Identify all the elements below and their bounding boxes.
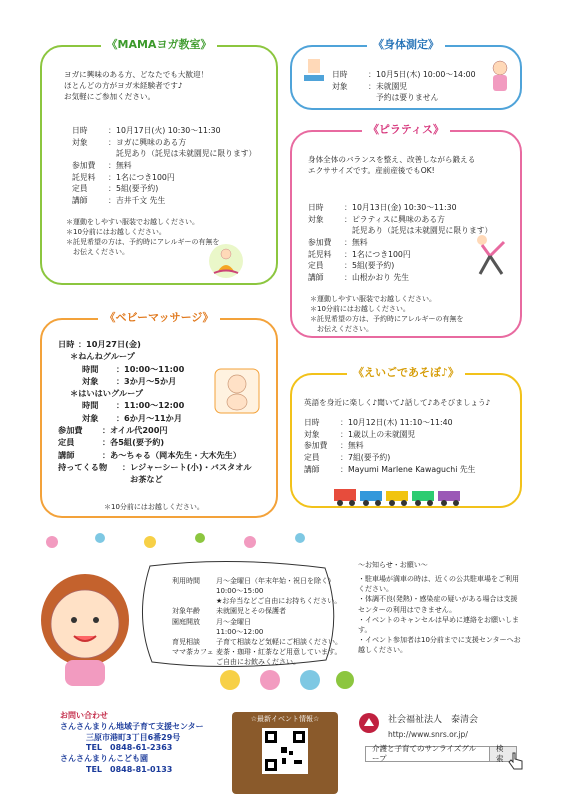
baby-massage-note: ＊10分前にはお越しください。 bbox=[104, 503, 204, 511]
org-logo bbox=[358, 712, 380, 734]
yoga-notes: ＊運動をしやすい服装でお越しください。 ＊10分前にはお越しください。 ＊託児希望の方は、予約時にアレルギーの有無を お伝えください。 bbox=[66, 218, 220, 257]
yoga-woman-illustration bbox=[208, 243, 244, 279]
girl-mascot-illustration bbox=[30, 560, 140, 690]
body-measure-details: 日時 ： 10月5日(木) 10:00～14:00 対象 ： 未就園児 予約は要りません bbox=[332, 70, 476, 103]
animals-decoration bbox=[210, 665, 360, 695]
qr-board bbox=[232, 712, 338, 794]
contact-info: お問い合わせ さんさんまりん地域子育て支援センター 三原市港町3丁目6番29号 TEL 0848-61-2363 さんさんまりんこども園 TEL 0848-81-0133 bbox=[60, 711, 204, 774]
toy-train-illustration bbox=[332, 485, 482, 507]
org-url[interactable]: http://www.snrs.or.jp/ bbox=[388, 730, 468, 739]
search-button[interactable]: 検索 bbox=[489, 747, 516, 761]
qr-code[interactable] bbox=[262, 728, 308, 774]
baby-massage-title: 《ベビーマッサージ》 bbox=[42, 311, 276, 326]
scale-illustration bbox=[300, 57, 328, 85]
english-title: 《えいごであそぼ♪》 bbox=[292, 366, 520, 381]
english-section bbox=[290, 366, 522, 508]
search-text: 介護と子育てのサンライズグループ bbox=[372, 743, 477, 763]
yoga-intro: ヨガに興味のある方、どなたでも大歓迎！ ほとんどの方がヨガ未経験者です♪ お気軽にご参加ください。 bbox=[64, 70, 209, 101]
notice-section: ～お知らせ・お願い～ ・駐車場が満車の時は、近くの公共駐車場をご利用ください。 ・体調不良(発熱)・感染症の疑いがある場合は支援センターの利用はできません。 ・イベントのキャンセルは早めに連絡をお願いします。 ・イベント参加者は10分前までに支援センターへお越しください。 bbox=[358, 561, 521, 655]
baby-massage-details: 日時 ： 10月27日(金) ＊ねんねグループ 時間 ： 10:00～11:00 対象 ： 3か月～5か月 ＊はいはいグループ 時間 ： 11:00～12:00 対象 ： 6か月～11か月 参加費 ： オイル代200円 定員 ： 各5組(要予約) 講師 ： あ～ちゃる（岡本先生・大木先生） 持ってくる物 ： レジャーシート(小)・バスタオル お茶など bbox=[58, 339, 252, 485]
pilates-woman-illustration bbox=[470, 232, 512, 278]
pilates-notes: ＊運動しやすい服装でお越しください。 ＊10分前にはお越しください。 ＊託児希望の方は、予約時にアレルギーの有無を お伝えください。 bbox=[310, 295, 464, 334]
body-measure-section bbox=[290, 38, 522, 110]
english-intro: 英語を身近に楽しく♪聞いて♪話して♪あそびましょう♪ bbox=[304, 398, 491, 407]
qr-label: ☆最新イベント情報☆ bbox=[250, 715, 320, 723]
org-name: 社会福祉法人 泰清会 bbox=[388, 715, 479, 725]
decorative-border bbox=[40, 528, 340, 556]
yoga-details: 日時 ： 10月17日(火) 10:30～11:30 対象 ： ヨガに興味のある方 託児あり（託児は未就園児に限ります） 参加費 ： 無料 託児料 ： 1名につき100円 定員 ： 5組(要予約) 講師 ： 吉井千文 先生 bbox=[72, 126, 257, 206]
english-details: 日時 ： 10月12日(木) 11:10～11:40 対象 ： 1歳以上の未就園児 参加費 ： 無料 定員 ： 7組(要予約) 講師 ： Mayumi Marlene Kawaguchi 先生 bbox=[304, 418, 476, 474]
yoga-section bbox=[40, 38, 278, 285]
baby-illustration bbox=[214, 368, 260, 414]
pilates-title: 《ピラティス》 bbox=[292, 123, 520, 138]
baby-massage-section bbox=[40, 311, 278, 518]
yoga-title: 《MAMAヨガ教室》 bbox=[42, 38, 276, 53]
pilates-details: 日時 ： 10月13日(金) 10:30～11:30 対象 ： ピラティスに興味のある方 託児あり（託児は未就園児に限ります） 参加費 ： 無料 託児料 ： 1名につき100円 定員 ： 5組(要予約) 講師 ： 山根かおり 先生 bbox=[308, 203, 493, 283]
body-measure-title: 《身体測定》 bbox=[292, 38, 520, 53]
pilates-intro: 身体全体のバランスを整え、改善しながら鍛える エクササイズです。産前産後でもOK! bbox=[308, 155, 476, 175]
pilates-section bbox=[290, 123, 522, 338]
facility-hours: 利用時間 月～金曜日（年末年始・祝日を除く） 10:00～15:00 ★お弁当などご自由にお持ちください。 対象年齢 未就園児とその保護者 園庭開放 月～金曜日 11:00～12:00 育児相談 子育て相談など気軽にご相談ください。 ママ茶カフェ 麦茶・珈琲・紅茶など用意しています。 ご自由にお飲みください。 bbox=[172, 577, 342, 667]
cursor-hand-icon bbox=[508, 752, 524, 770]
search-bar[interactable] bbox=[365, 743, 517, 763]
